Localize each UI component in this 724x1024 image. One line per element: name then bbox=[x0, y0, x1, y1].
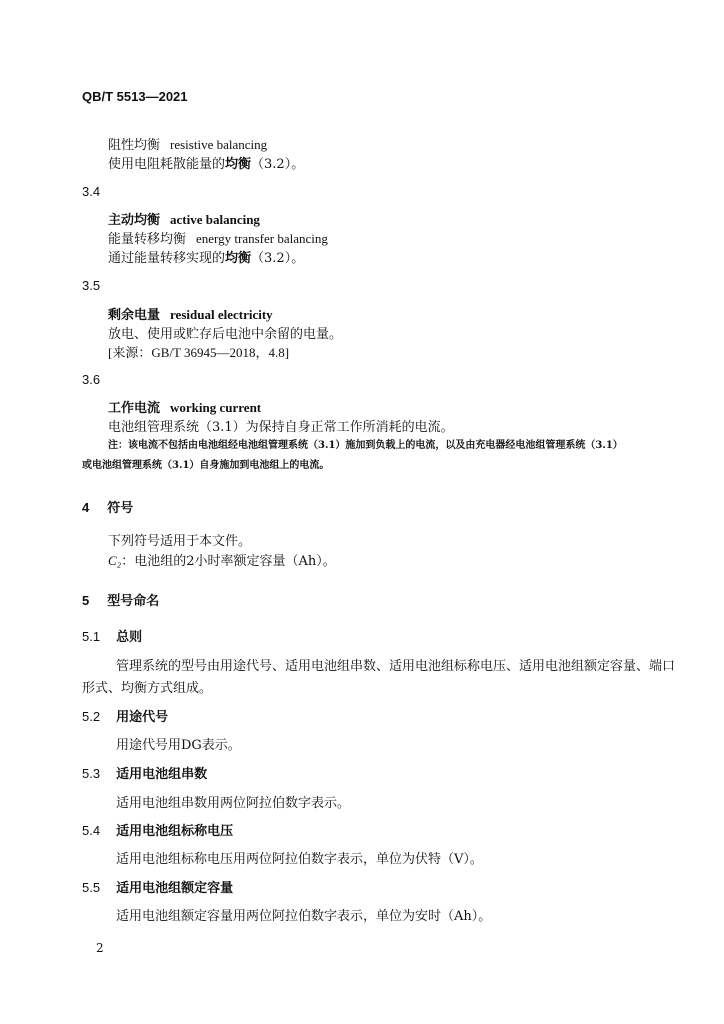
subsection-heading bbox=[82, 626, 142, 645]
alt-term-en: energy transfer balancing bbox=[196, 231, 328, 246]
paragraph-line: 形式、均衡方式组成。 bbox=[82, 681, 213, 696]
paragraph-line: 适用电池组标称电压用两位阿拉伯数字表示，单位为伏特（V）。 bbox=[116, 852, 483, 867]
subsection-title: 适用电池组串数 bbox=[116, 766, 208, 781]
term-definition: 放电、使用或贮存后电池中余留的电量。 bbox=[108, 327, 343, 342]
section-heading bbox=[82, 590, 159, 609]
symbol: C₂ bbox=[108, 553, 122, 568]
paragraph-line: 用途代号用DG表示。 bbox=[116, 738, 241, 753]
term-zh: 工作电流 bbox=[108, 401, 161, 416]
subsection-number: 5.1 bbox=[82, 629, 101, 644]
subsection-title: 用途代号 bbox=[116, 709, 169, 724]
term-en: active balancing bbox=[170, 212, 260, 227]
definition-reference: （3.2）。 bbox=[251, 157, 305, 172]
term-line bbox=[108, 304, 273, 323]
term-line bbox=[108, 397, 261, 416]
definition-reference: （3.2）。 bbox=[251, 251, 305, 266]
subsection-title: 适用电池组标称电压 bbox=[116, 823, 234, 838]
note-line-1: 注：该电流不包括由电池组经电池组管理系统（3.1）施加到负载上的电流，以及由充电器经电池组管理系统（3.1） bbox=[108, 440, 623, 451]
subsection-number: 5.2 bbox=[82, 709, 101, 724]
admitted-term-line bbox=[108, 228, 328, 247]
clause-number: 3.6 bbox=[82, 372, 101, 387]
section-title: 符号 bbox=[107, 500, 134, 515]
section-number: 4 bbox=[82, 500, 90, 515]
note-line-2: 或电池组管理系统（3.1）自身施加到电池组上的电流。 bbox=[82, 460, 330, 471]
symbol-definition: ：电池组的2小时率额定容量（Ah）。 bbox=[121, 554, 336, 569]
definition-text: 使用电阻耗散能量的 bbox=[108, 157, 226, 172]
subsection-title: 总则 bbox=[116, 629, 143, 644]
clause-number: 3.5 bbox=[82, 278, 101, 293]
term-en: working current bbox=[170, 400, 262, 415]
subsection-heading bbox=[82, 763, 207, 782]
subsection-heading bbox=[82, 877, 233, 896]
definition-emphasis: 均衡 bbox=[225, 251, 252, 266]
clause-number: 3.4 bbox=[82, 184, 101, 199]
section-heading bbox=[82, 497, 133, 516]
section-title: 型号命名 bbox=[107, 593, 160, 608]
term-line bbox=[108, 209, 260, 228]
document-code: QB/T 5513—2021 bbox=[82, 89, 188, 104]
section-number: 5 bbox=[82, 593, 90, 608]
section-intro: 下列符号适用于本文件。 bbox=[108, 534, 252, 549]
term-definition: 电池组管理系统（3.1）为保持自身正常工作所消耗的电流。 bbox=[108, 420, 454, 435]
subsection-title: 适用电池组额定容量 bbox=[116, 880, 234, 895]
definition-text: 通过能量转移实现的 bbox=[108, 251, 226, 266]
definition-emphasis: 均衡 bbox=[225, 157, 252, 172]
subsection-heading bbox=[82, 706, 168, 725]
term-en: residual electricity bbox=[170, 307, 273, 322]
symbol-line bbox=[108, 550, 336, 569]
term-definition bbox=[108, 247, 304, 266]
term-definition bbox=[108, 153, 304, 172]
term-en: resistive balancing bbox=[170, 137, 268, 152]
subsection-number: 5.5 bbox=[82, 880, 101, 895]
term-zh: 阻性均衡 bbox=[108, 138, 161, 153]
subsection-number: 5.4 bbox=[82, 823, 101, 838]
paragraph-line: 适用电池组串数用两位阿拉伯数字表示。 bbox=[116, 796, 351, 811]
term-zh: 主动均衡 bbox=[108, 213, 161, 228]
paragraph-line: 适用电池组额定容量用两位阿拉伯数字表示，单位为安时（Ah）。 bbox=[116, 909, 492, 924]
page-number: 2 bbox=[96, 941, 104, 955]
subsection-heading bbox=[82, 820, 233, 839]
alt-term-zh: 能量转移均衡 bbox=[108, 232, 187, 247]
term-zh: 剩余电量 bbox=[108, 308, 161, 323]
term-line bbox=[108, 134, 267, 153]
paragraph-line: 管理系统的型号由用途代号、适用电池组串数、适用电池组标称电压、适用电池组额定容量、端口 bbox=[116, 659, 676, 674]
source-reference: [来源：GB/T 36945—2018，4.8] bbox=[108, 345, 290, 360]
subsection-number: 5.3 bbox=[82, 766, 101, 781]
